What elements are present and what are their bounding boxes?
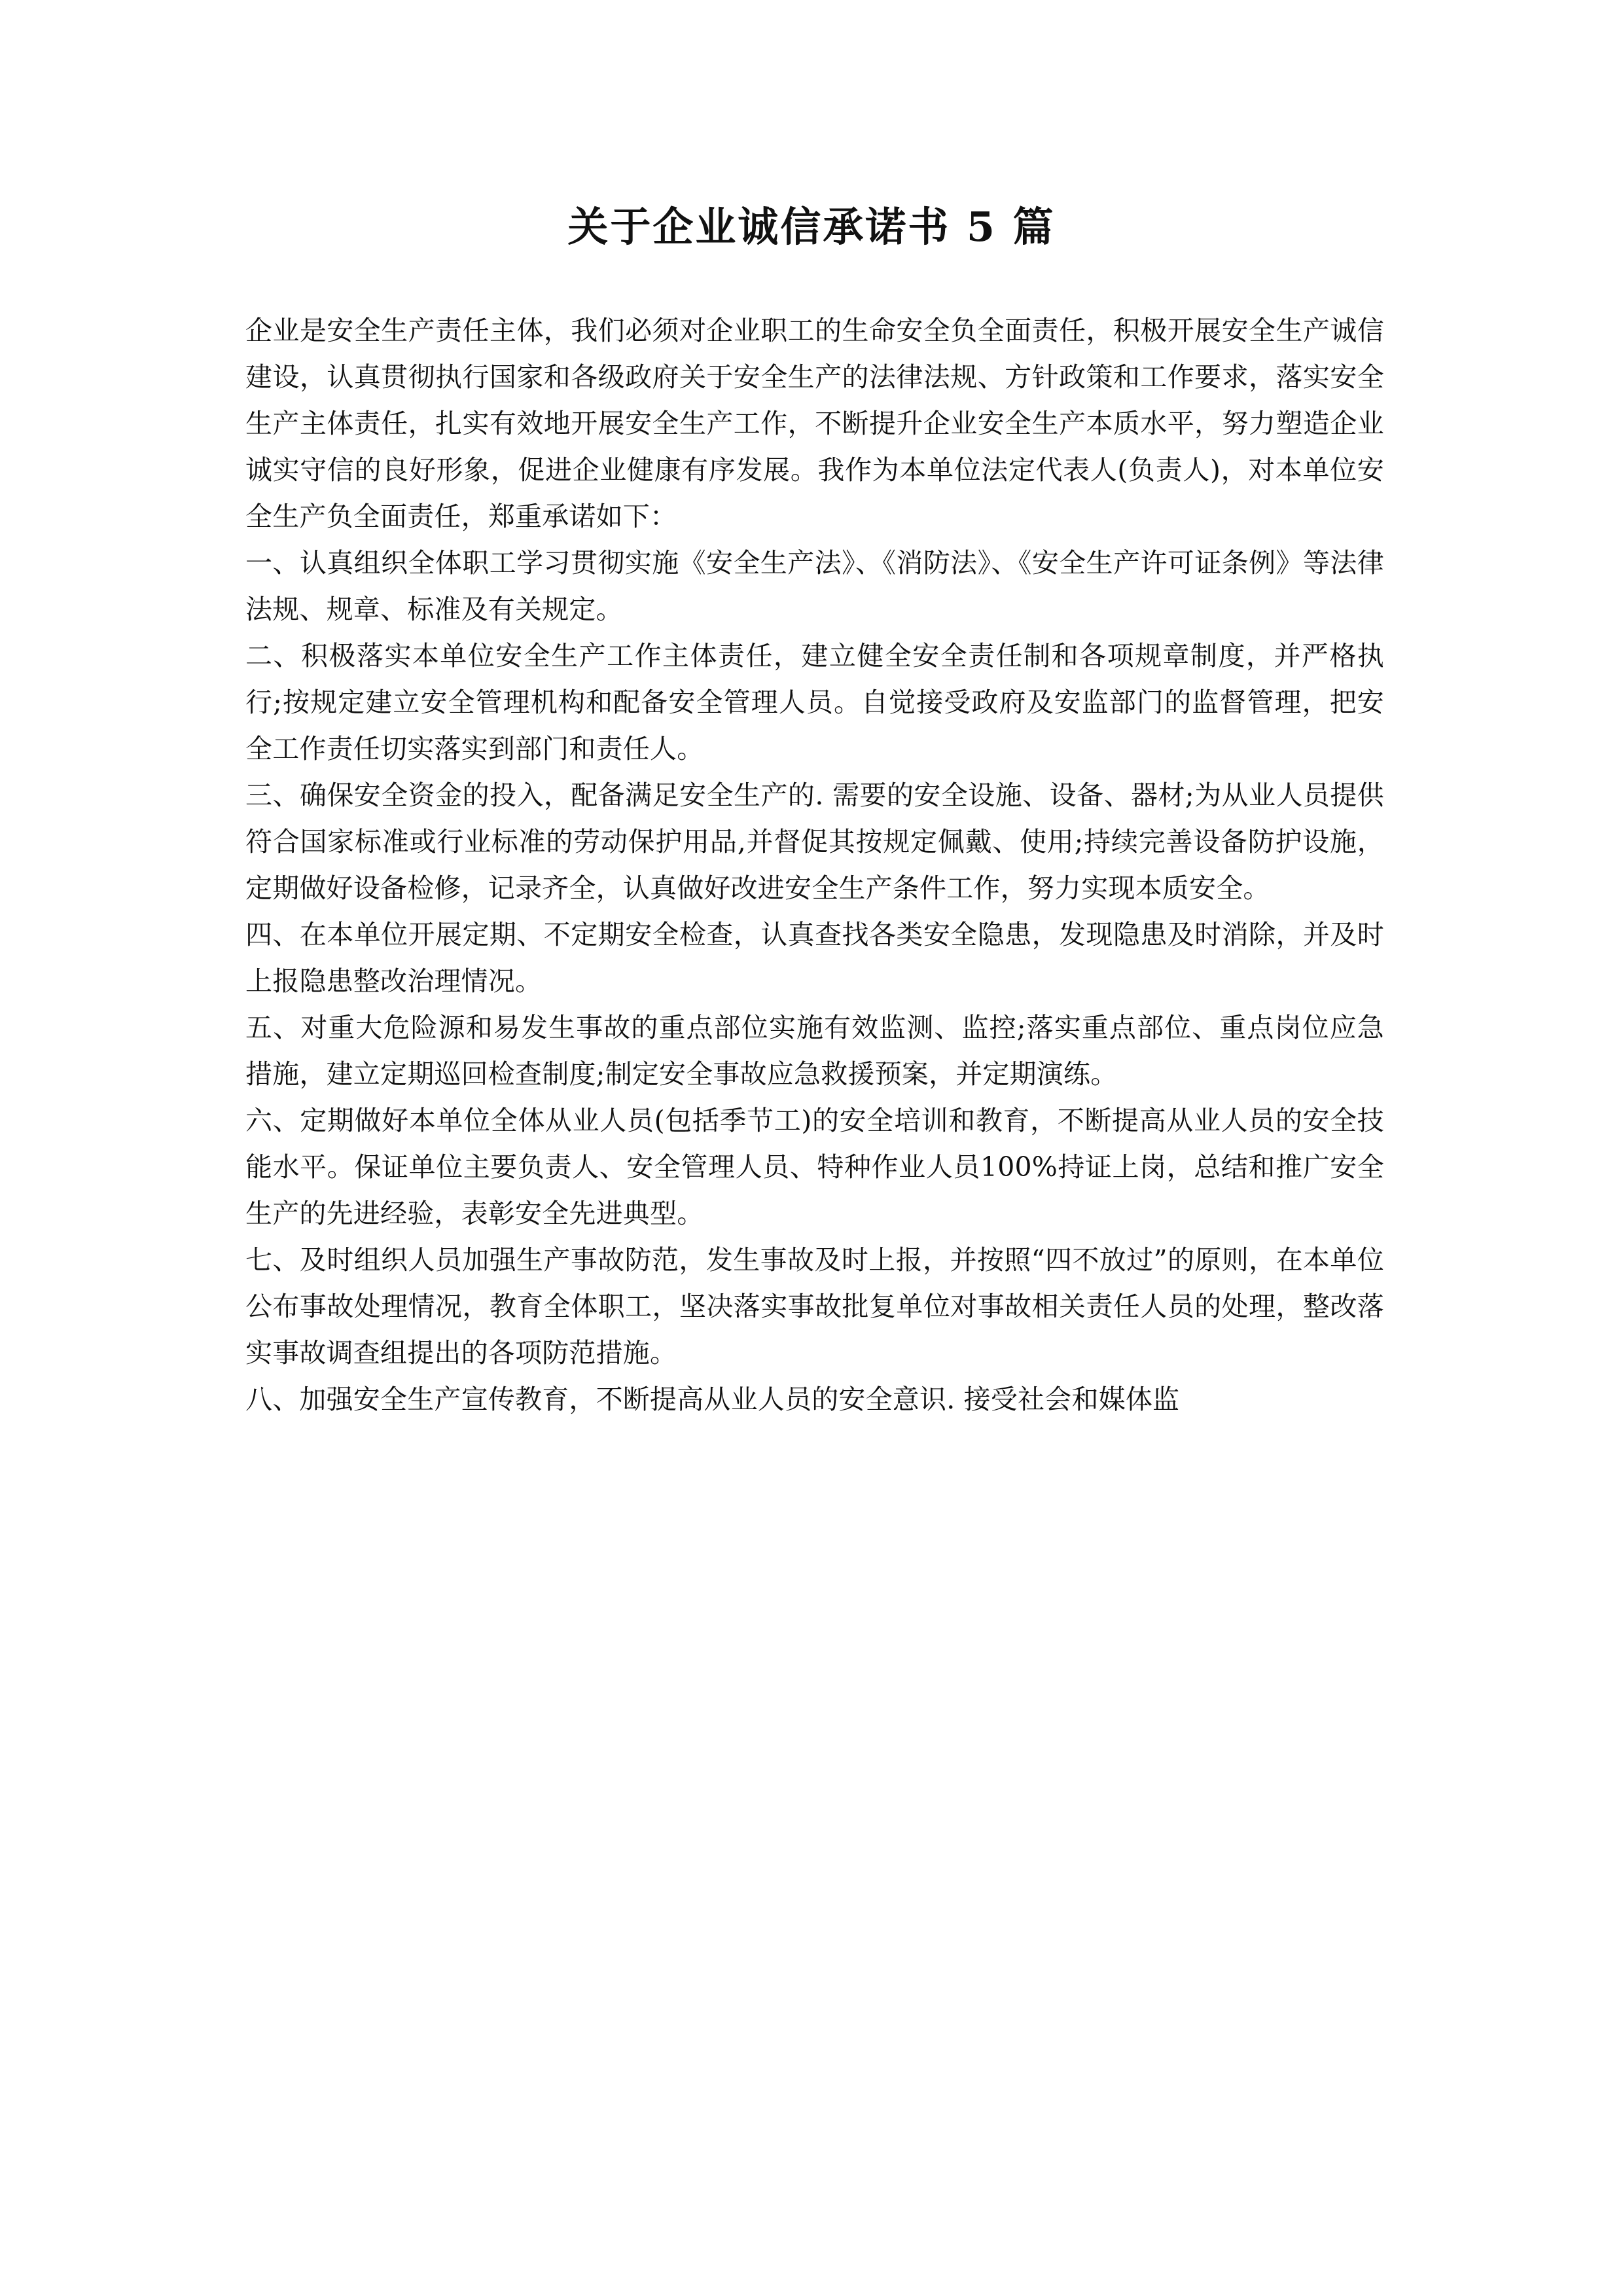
- paragraph-item-5: 五、对重大危险源和易发生事故的重点部位实施有效监测、监控;落实重点部位、重点岗位应急措施，建立定期巡回检查制度;制定安全事故应急救援预案，并定期演练。: [245, 1012, 1384, 1090]
- document-body: [245, 308, 1384, 1423]
- paragraph-item-7: 七、及时组织人员加强生产事故防范，发生事故及时上报，并按照“四不放过”的原则，在本单位公布事故处理情况，教育全体职工，坚决落实事故批复单位对事故相关责任人员的处理，整改落实事故调查组提出的各项防范措施。: [245, 1244, 1384, 1369]
- paragraph-item-4: 四、在本单位开展定期、不定期安全检查，认真查找各类安全隐患，发现隐患及时消除，并及时上报隐患整改治理情况。: [245, 919, 1384, 997]
- paragraph-item-2: 二、积极落实本单位安全生产工作主体责任，建立健全安全责任制和各项规章制度，并严格执行;按规定建立安全管理机构和配备安全管理人员。自觉接受政府及安监部门的监督管理，把安全工作责任切实落实到部门和责任人。: [245, 640, 1384, 764]
- page-title: 关于企业诚信承诺书 5 篇: [567, 202, 1056, 251]
- paragraph-intro: 企业是安全生产责任主体，我们必须对企业职工的生命安全负全面责任，积极开展安全生产诚信建设，认真贯彻执行国家和各级政府关于安全生产的法律法规、方针政策和工作要求，落实安全生产主体责任，扎实有效地开展安全生产工作，不断提升企业安全生产本质水平，努力塑造企业诚实守信的良好形象，促进企业健康有序发展。我作为本单位法定代表人(负责人)，对本单位安全生产负全面责任，郑重承诺如下：: [245, 315, 1384, 532]
- paragraph-item-1: 一、认真组织全体职工学习贯彻实施《安全生产法》、《消防法》、《安全生产许可证条例》等法律法规、规章、标准及有关规定。: [245, 547, 1384, 625]
- paragraph-item-3: 三、确保安全资金的投入，配备满足安全生产的. 需要的安全设施、设备、器材;为从业人员提供符合国家标准或行业标准的劳动保护用品,并督促其按规定佩戴、使用;持续完善设备防护设施，定期做好设备检修，记录齐全，认真做好改进安全生产条件工作，努力实现本质安全。: [245, 780, 1384, 904]
- paragraph-item-6: 六、定期做好本单位全体从业人员(包括季节工)的安全培训和教育，不断提高从业人员的安全技能水平。保证单位主要负责人、安全管理人员、特种作业人员100%持证上岗，总结和推广安全生产的先进经验，表彰安全先进典型。: [245, 1105, 1384, 1229]
- paragraph-item-8: 八、加强安全生产宣传教育，不断提高从业人员的安全意识. 接受社会和媒体监: [245, 1384, 1180, 1415]
